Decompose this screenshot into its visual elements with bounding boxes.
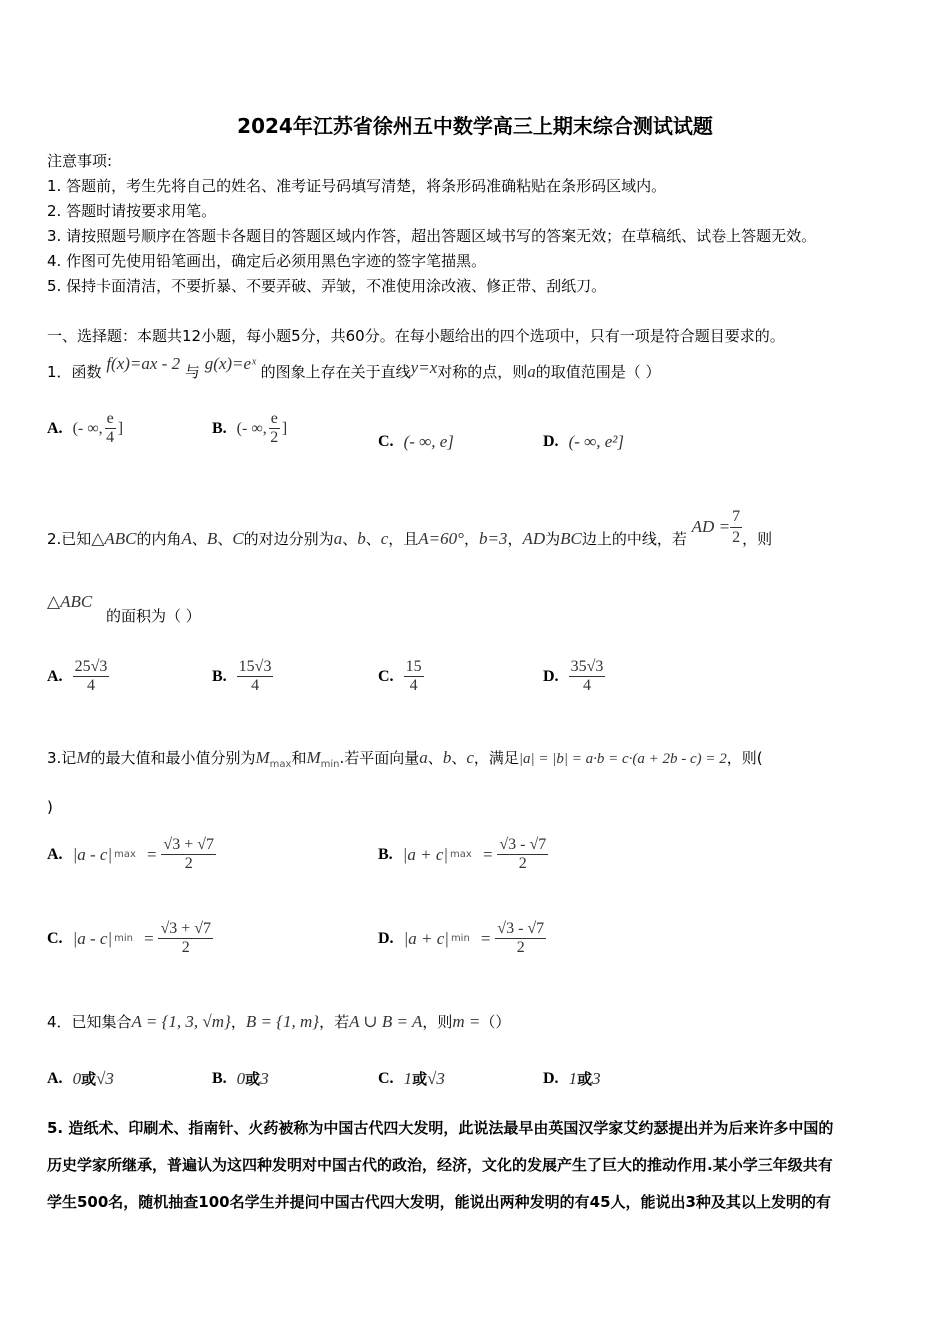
q3-text: 和: [291, 749, 307, 767]
q4-text: ，则: [422, 1013, 453, 1031]
q1-math: y=x: [410, 358, 438, 377]
question-5-line: 历史学家所继承，普遍认为这四种发明对中国古代的政治，经济，文化的发展产生了巨大的推动作用.某小学三年级共有: [47, 1156, 833, 1174]
option-label: C.: [47, 929, 63, 947]
option-subscript: min: [114, 933, 133, 944]
q1-option-b[interactable]: [212, 410, 287, 447]
option-math: (- ∞,: [72, 419, 103, 437]
q4-math: B = {1, m}: [245, 1012, 320, 1031]
note-item: 2. 答题时请按要求用笔。: [47, 202, 217, 220]
q2-option-d[interactable]: [543, 658, 605, 695]
q2-math: C: [232, 529, 244, 548]
fraction-numerator: 15√3: [238, 658, 272, 675]
question-3-cont: ): [47, 798, 53, 816]
q2-math: A=60°: [418, 529, 464, 548]
option-label: D.: [543, 667, 559, 685]
fraction-numerator: e: [270, 410, 278, 427]
q3-math: b: [442, 748, 452, 767]
note-item: 3. 请按照题号顺序在答题卡各题目的答题区域内作答，超出答题区域书写的答案无效；在草稿纸、试卷上答题无效。: [47, 227, 817, 245]
q2-text: 的对边分别为: [243, 530, 334, 548]
fraction-numerator: √3 + √7: [160, 920, 212, 937]
option-math: (- ∞,: [236, 419, 267, 437]
q1-text: 的图象上存在关于直线: [260, 363, 411, 381]
option-label: C.: [378, 433, 394, 450]
fraction-numerator: √3 - √7: [497, 920, 545, 937]
option-math: ]: [281, 419, 288, 437]
q4-option-a[interactable]: [47, 1068, 114, 1089]
fraction-denominator: 4: [106, 429, 115, 446]
q3-option-a[interactable]: A. |a - c| max = $\frac{√3 + √7}{2}$: [47, 836, 214, 872]
option-text: 或: [412, 1070, 428, 1088]
q2-text: 为: [545, 530, 561, 548]
q2-option-a[interactable]: [47, 658, 109, 695]
q3-text: ，满足: [473, 749, 519, 767]
option-math: |a - c|: [72, 928, 113, 948]
option-math: 0: [72, 1069, 82, 1088]
note-item: 4. 作图可先使用铅笔画出，确定后必须用黑色字迹的签字笔描黑。: [47, 252, 487, 270]
option-label: C.: [378, 1069, 394, 1087]
option-math: (- ∞, e]: [403, 432, 454, 451]
q1-option-c[interactable]: [378, 432, 454, 452]
fraction-denominator: 2: [181, 939, 190, 956]
option-label: A.: [47, 667, 63, 685]
q4-text: 4．已知集合: [47, 1013, 132, 1031]
fraction-denominator: 2: [516, 939, 525, 956]
q4-text: ，: [230, 1013, 246, 1031]
option-label: C.: [378, 667, 394, 685]
fraction-denominator: 4: [86, 677, 95, 694]
question-5-line: 学生500名，随机抽查100名学生并提问中国古代四大发明，能说出两种发明的有45人，能说出3种及其以上发明的有: [47, 1193, 831, 1211]
option-subscript: max: [450, 849, 472, 860]
q3-math: M: [255, 748, 270, 767]
q2-math: △ABC: [47, 592, 93, 611]
question-4: [47, 1012, 510, 1032]
option-label: D.: [543, 1069, 559, 1087]
q2-text: 2.已知: [47, 530, 92, 548]
q4-text: （）: [480, 1013, 511, 1031]
q2-math: b: [357, 529, 366, 548]
fraction-denominator: 2: [732, 529, 741, 546]
fraction-denominator: 4: [251, 677, 260, 694]
q3-math: M: [76, 748, 91, 767]
q2-math: c: [380, 529, 389, 548]
q2-text: 的内角: [136, 530, 182, 548]
page-title: 2024年江苏省徐州五中数学高三上期末综合测试试题: [237, 114, 713, 138]
option-math: 1: [568, 1069, 578, 1088]
option-label: A.: [47, 1069, 63, 1087]
q2-option-c[interactable]: [378, 658, 424, 695]
q3-text: ，则(: [726, 749, 763, 767]
fraction-denominator: 4: [582, 677, 591, 694]
option-text: 或: [81, 1070, 97, 1088]
q4-math: A ∪ B = A: [349, 1012, 423, 1031]
q3-text: 的最大值和最小值分别为: [90, 749, 256, 767]
fraction-numerator: 7: [730, 507, 742, 528]
fraction-numerator: 25√3: [74, 658, 108, 675]
q1-text: 对称的点，则: [437, 363, 528, 381]
fraction-numerator: e: [106, 410, 114, 427]
q2-text: 边上的中线，若: [581, 530, 687, 548]
q3-option-b[interactable]: B. |a + c| max = $\frac{√3 - √7}{2}$: [378, 836, 547, 872]
option-label: B.: [212, 419, 227, 437]
q2-math: BC: [560, 529, 582, 548]
q1-text: 的取值范围是（ ）: [535, 363, 661, 381]
q2-math: △ABC: [91, 529, 137, 548]
option-label: B.: [378, 845, 393, 863]
q2-text: ，: [463, 530, 479, 548]
option-math: |a + c|: [403, 928, 449, 948]
q3-text: 3.记: [47, 749, 77, 767]
q1-text: 1．函数: [47, 363, 102, 381]
option-subscript: min: [450, 933, 470, 944]
option-math: 0: [236, 1069, 246, 1088]
q2-text: ，: [507, 530, 523, 548]
q1-option-d[interactable]: [543, 432, 624, 452]
q1-option-a[interactable]: [47, 410, 123, 447]
option-label: A.: [47, 419, 63, 437]
option-math: √3: [427, 1069, 445, 1088]
option-label: D.: [543, 433, 559, 450]
q2-math: AD =: [691, 517, 731, 536]
option-subscript: max: [114, 849, 136, 860]
q2-math: B: [206, 529, 218, 548]
q3-text: 、: [451, 749, 467, 767]
fraction-numerator: 15: [405, 658, 422, 675]
option-text: 或: [245, 1070, 261, 1088]
q3-subscript: max: [269, 759, 292, 770]
q2-text: 、: [217, 530, 233, 548]
q4-math: m =: [452, 1012, 481, 1031]
fraction-denominator: 2: [184, 855, 193, 872]
fraction-denominator: 2: [518, 855, 527, 872]
q4-option-d[interactable]: [543, 1068, 601, 1089]
fraction-numerator: √3 - √7: [499, 836, 547, 853]
fraction-numerator: √3 + √7: [163, 836, 214, 853]
q4-option-c[interactable]: [378, 1068, 445, 1089]
option-math: |a - c|: [72, 844, 113, 864]
question-1: [47, 354, 661, 382]
option-label: B.: [212, 667, 227, 685]
option-math: 1: [403, 1069, 413, 1088]
q2-text: ，且: [388, 530, 419, 548]
q4-option-b[interactable]: [212, 1068, 269, 1089]
q2-text: ，则: [742, 530, 773, 548]
option-label: A.: [47, 845, 63, 863]
question-2-cont: [47, 592, 92, 612]
note-item: 1. 答题前，考生先将自己的姓名、准考证号码填写清楚，将条形码准确粘贴在条形码区域内。: [47, 177, 667, 195]
q1-math: a: [527, 362, 536, 381]
q2-math: a: [333, 529, 343, 548]
q3-option-d[interactable]: D. |a + c| min = $\frac{√3 - √7}{2}$: [378, 920, 545, 956]
option-text: 或: [577, 1070, 593, 1088]
option-math: 3: [260, 1069, 269, 1088]
option-math: (- ∞, e²]: [568, 432, 625, 451]
q1-text: 与: [184, 363, 200, 381]
q4-text: ，若: [319, 1013, 350, 1031]
q3-option-c[interactable]: C. |a - c| min = $\frac{√3 + √7}{2}$: [47, 920, 212, 956]
q2-math: A: [181, 529, 192, 548]
section-heading: 一、选择题：本题共12小题，每小题5分，共60分。在每小题给出的四个选项中，只有一项是符合题目要求的。: [47, 327, 785, 345]
q1-math: f(x)=ax - 2: [106, 354, 181, 373]
question-2: [47, 508, 773, 560]
q2-option-b[interactable]: [212, 658, 273, 695]
q2-math: AD: [522, 529, 546, 548]
note-item: 5. 保持卡面清洁，不要折暴、不要弄破、弄皱，不准使用涂改液、修正带、刮纸刀。: [47, 277, 607, 295]
q3-math: c: [466, 748, 474, 767]
q3-text: .若平面向量: [339, 749, 420, 767]
question-3: [47, 748, 763, 775]
q3-math: M: [306, 748, 321, 767]
q3-math: a: [419, 748, 428, 767]
option-math: |a + c|: [402, 844, 449, 864]
fraction-denominator: 2: [270, 429, 279, 446]
option-math: √3: [96, 1069, 114, 1088]
fraction-denominator: 4: [409, 677, 418, 694]
question-2-cont: 的面积为（ ）: [106, 607, 201, 625]
q1-math: g(x)=eˣ: [204, 354, 256, 373]
option-math: ]: [117, 419, 124, 437]
q3-math: |a| = |b| = a·b = c·(a + 2b - c) = 2: [518, 751, 727, 767]
fraction-numerator: 35√3: [570, 658, 604, 675]
q2-text: 、: [191, 530, 207, 548]
option-label: B.: [212, 1069, 227, 1087]
q2-text: 、: [365, 530, 381, 548]
q3-subscript: min: [320, 759, 340, 770]
q2-math: b=3: [478, 529, 508, 548]
question-5-line: 5. 造纸术、印刷术、指南针、火药被称为中国古代四大发明，此说法最早由英国汉学家艾约瑟提出并为后来许多中国的: [47, 1119, 834, 1137]
q3-text: 、: [427, 749, 443, 767]
q2-text: 、: [342, 530, 358, 548]
q4-math: A = {1, 3, √m}: [131, 1012, 231, 1031]
notes-heading: 注意事项:: [47, 152, 113, 170]
option-math: 3: [592, 1069, 601, 1088]
option-label: D.: [378, 929, 394, 947]
